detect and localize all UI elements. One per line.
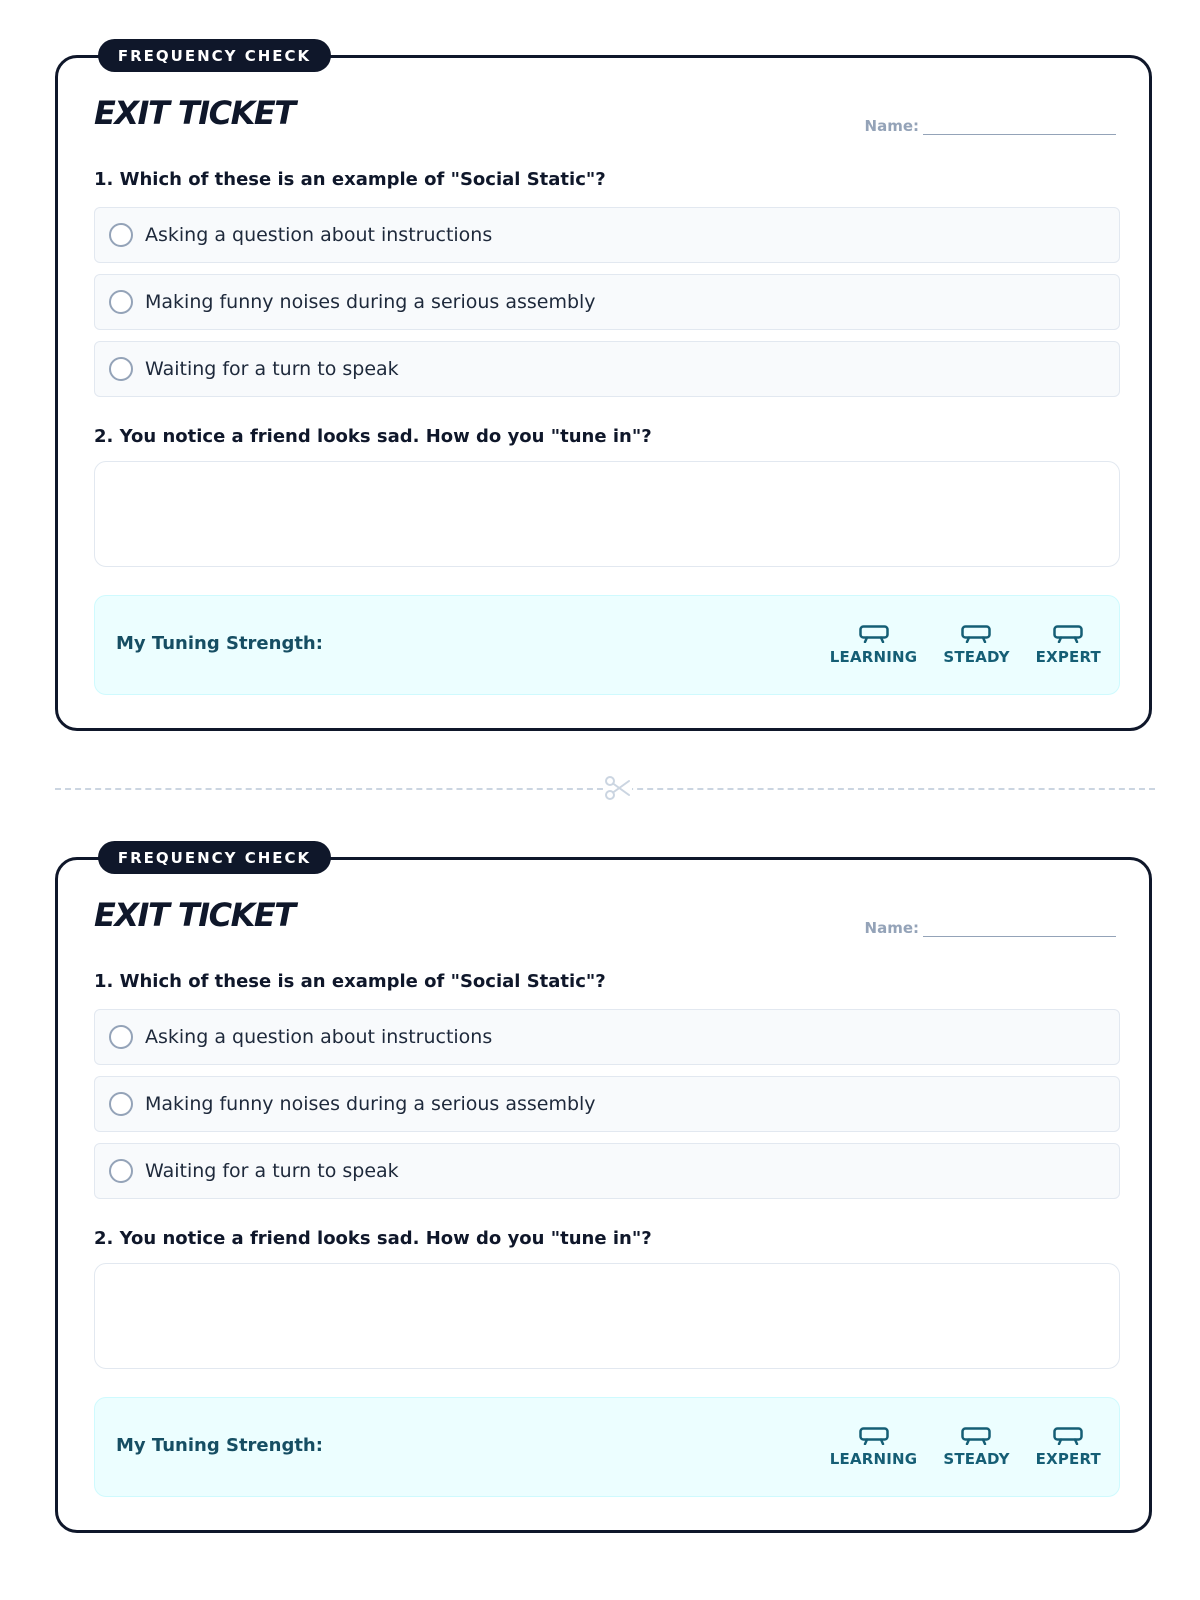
level-learning[interactable]: [830, 1427, 918, 1468]
radio-button[interactable]: [109, 1092, 133, 1116]
option-1[interactable]: [94, 1009, 1120, 1065]
scissors-icon: [604, 774, 632, 802]
strength-levels: [830, 1427, 1101, 1468]
radio-button[interactable]: [109, 223, 133, 247]
frequency-check-tag: FREQUENCY CHECK: [98, 39, 331, 72]
option-2[interactable]: [94, 1076, 1120, 1132]
name-label: Name:: [864, 117, 919, 135]
option-1[interactable]: [94, 207, 1120, 263]
question-2-label: 2. You notice a friend looks sad. How do you "tune in"?: [94, 426, 652, 447]
strength-levels: [830, 625, 1101, 666]
level-learning[interactable]: [830, 625, 918, 666]
name-input-line[interactable]: [923, 119, 1116, 135]
exit-ticket-card: [55, 848, 1152, 1533]
question-2-label: 2. You notice a friend looks sad. How do you "tune in"?: [94, 1228, 652, 1249]
level-steady[interactable]: [943, 625, 1009, 666]
radio-icon: [1053, 625, 1083, 643]
level-label: LEARNING: [829, 1450, 918, 1468]
radio-icon: [859, 625, 889, 643]
radio-icon: [859, 1427, 889, 1445]
ticket-title: EXIT TICKET: [94, 896, 295, 934]
option-label: Waiting for a turn to speak: [145, 358, 399, 380]
question-1-label: 1. Which of these is an example of "Social Static"?: [94, 971, 606, 992]
ticket-title: EXIT TICKET: [94, 94, 295, 132]
option-3[interactable]: [94, 341, 1120, 397]
radio-button[interactable]: [109, 290, 133, 314]
radio-icon: [961, 1427, 991, 1445]
level-label: LEARNING: [829, 648, 918, 666]
option-label: Making funny noises during a serious assembly: [145, 291, 596, 313]
name-label: Name:: [864, 919, 919, 937]
radio-button[interactable]: [109, 1159, 133, 1183]
frequency-check-tag: FREQUENCY CHECK: [98, 841, 331, 874]
level-expert[interactable]: [1036, 1427, 1101, 1468]
name-field: [865, 117, 1116, 135]
level-expert[interactable]: [1036, 625, 1101, 666]
exit-ticket-card: [55, 46, 1152, 731]
level-label: EXPERT: [1035, 648, 1101, 666]
level-label: STEADY: [943, 648, 1010, 666]
name-input-line[interactable]: [923, 921, 1116, 937]
radio-button[interactable]: [109, 1025, 133, 1049]
answer-textarea[interactable]: [94, 461, 1120, 567]
radio-icon: [1053, 1427, 1083, 1445]
level-steady[interactable]: [943, 1427, 1009, 1468]
tuning-strength-label: My Tuning Strength:: [116, 633, 323, 654]
tuning-strength-label: My Tuning Strength:: [116, 1435, 323, 1456]
option-label: Asking a question about instructions: [145, 1026, 493, 1048]
option-label: Asking a question about instructions: [145, 224, 493, 246]
option-3[interactable]: [94, 1143, 1120, 1199]
name-field: [865, 919, 1116, 937]
option-2[interactable]: [94, 274, 1120, 330]
radio-button[interactable]: [109, 357, 133, 381]
option-label: Waiting for a turn to speak: [145, 1160, 399, 1182]
tuning-strength-panel: [94, 1397, 1120, 1497]
level-label: STEADY: [943, 1450, 1010, 1468]
answer-textarea[interactable]: [94, 1263, 1120, 1369]
question-1-label: 1. Which of these is an example of "Social Static"?: [94, 169, 606, 190]
option-label: Making funny noises during a serious assembly: [145, 1093, 596, 1115]
radio-icon: [961, 625, 991, 643]
tuning-strength-panel: [94, 595, 1120, 695]
level-label: EXPERT: [1035, 1450, 1101, 1468]
